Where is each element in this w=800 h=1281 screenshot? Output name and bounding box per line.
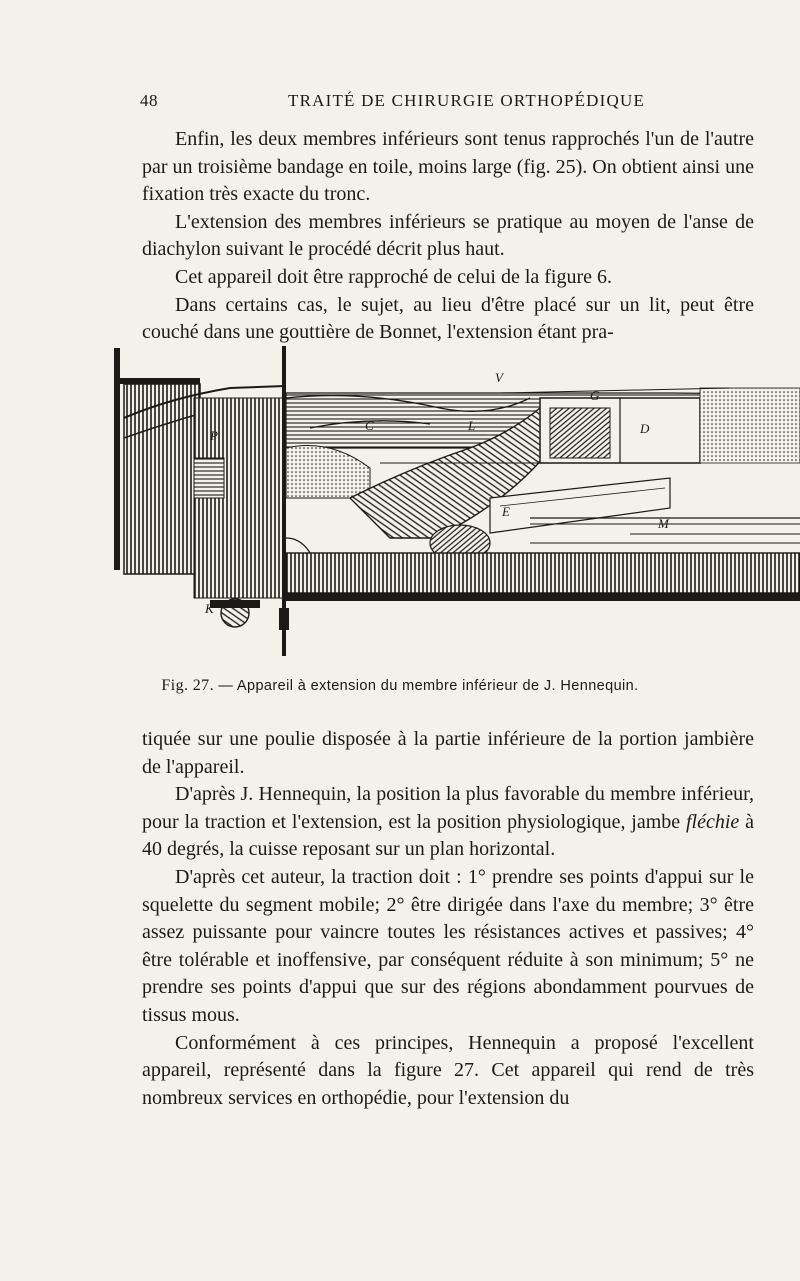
paragraph-text: à 40 degrés, la cuisse reposant sur un plan horizontal. xyxy=(142,810,754,861)
figure-illustration xyxy=(110,338,800,668)
figure-label: Fig. 27. xyxy=(161,677,214,694)
figure-letter-l: L xyxy=(468,418,476,433)
figure-letter-d: D xyxy=(640,421,650,436)
paragraph: Dans certains cas, le sujet, au lieu d'être placé sur un lit, peut être couché dans une gouttière de Bonnet, l'extension étant pra- xyxy=(142,293,754,344)
top-text-block xyxy=(142,126,754,347)
figure-letter-g: G xyxy=(590,388,600,403)
figure-caption-text: — Appareil à extension du membre inférieur de J. Hennequin. xyxy=(213,678,639,694)
bottom-text-block xyxy=(142,726,754,1112)
figure-letter-c: C xyxy=(365,418,374,433)
emphasis-text: fléchie xyxy=(685,810,740,833)
figure-letter-v: V xyxy=(495,370,503,385)
paragraph: D'après cet auteur, la traction doit : 1° prendre ses points d'appui sur le squelette du segment mobile; 2° être dirigée dans l'axe du membre; 3° être assez puissante pour vaincre toutes les résistances actives et passives; 4° être tolérable et inoffensive, par conséquent réduite à son minimum; 5° ne prendre ses points d'appui que sur des régions abondamment pourvues de tissus mous. xyxy=(142,865,754,1026)
paragraph: L'extension des membres inférieurs se pratique au moyen de l'anse de diachylon suivant le procédé décrit plus haut. xyxy=(142,210,754,261)
figure-letter-k: K xyxy=(205,601,214,616)
paragraph: Conformément à ces principes, Hennequin a proposé l'excellent appareil, représenté dans la figure 27. Cet appareil qui rend de très nombreux services en orthopédie, pour l'extension du xyxy=(142,1031,754,1109)
running-header xyxy=(140,91,660,115)
paragraph: tiquée sur une poulie disposée à la partie inférieure de la portion jambière de l'appareil. xyxy=(142,728,754,778)
figure-letter-e: E xyxy=(502,504,510,519)
paragraph xyxy=(142,781,754,864)
running-title: TRAITÉ DE CHIRURGIE ORTHOPÉDIQUE xyxy=(288,91,646,110)
figure-letter-p: P xyxy=(210,428,218,443)
paragraph: Cet appareil doit être rapproché de celui de la figure 6. xyxy=(175,265,613,288)
paragraph: Enfin, les deux membres inférieurs sont tenus rapprochés l'un de l'autre par un troisième bandage en toile, moins large (fig. 25). On obtient ainsi une fixation très exacte du tronc. xyxy=(142,128,754,206)
apparatus-engraving xyxy=(110,338,800,668)
page-number: 48 xyxy=(140,91,158,110)
paragraph-text: D'après J. Hennequin, la position la plus favorable du membre inférieur, pour la traction et l'extension, est la position physiologique, jambe xyxy=(142,783,754,833)
figure-letter-m: M xyxy=(658,516,669,531)
figure-caption xyxy=(0,677,800,695)
